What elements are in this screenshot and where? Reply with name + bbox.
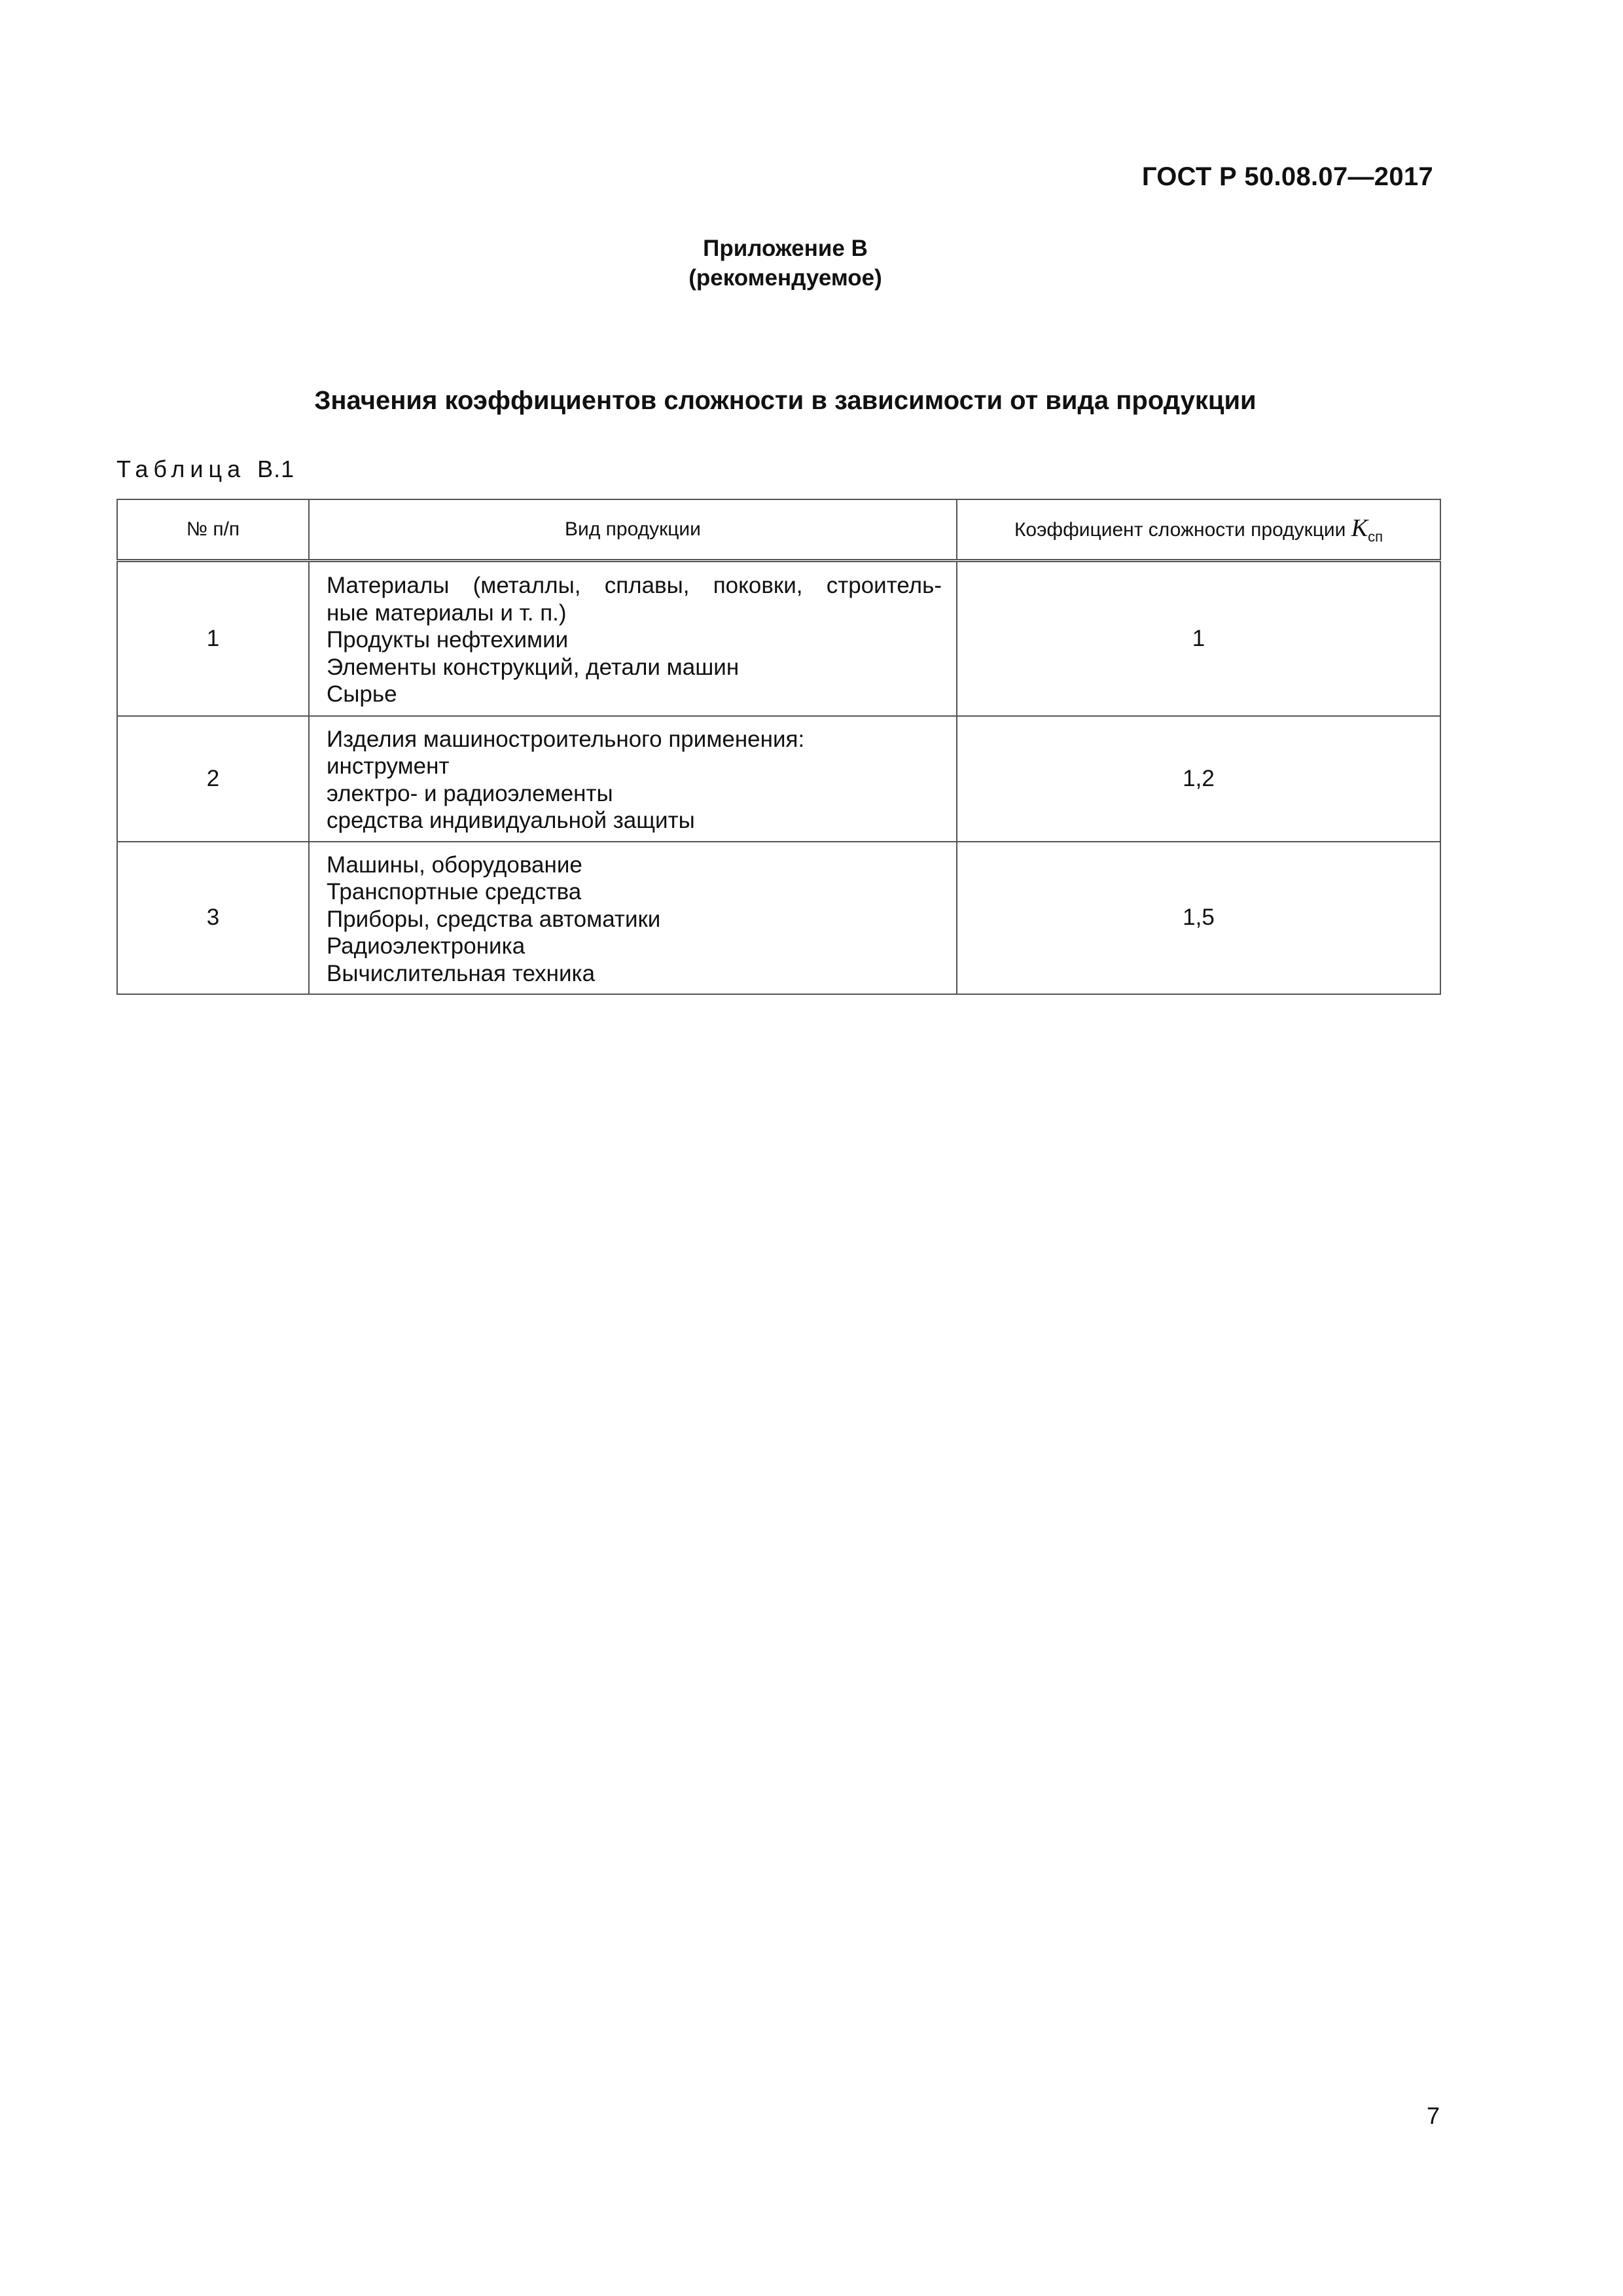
product-line: Элементы конструкций, детали машин: [327, 654, 740, 680]
product-line: Продукты нефтехимии: [327, 627, 569, 653]
row-product-type: [309, 561, 957, 716]
row-coefficient: 1,2: [957, 716, 1440, 842]
row-product-type: [309, 716, 957, 842]
product-line: Сырье: [327, 681, 397, 707]
table-row: [117, 716, 1440, 842]
row-product-type: [309, 842, 957, 995]
row-coefficient: 1,5: [957, 842, 1440, 995]
section-title: Значения коэффициентов сложности в зависимости от вида продукции: [314, 386, 1257, 415]
page-number: 7: [1426, 2102, 1440, 2129]
table-row: [117, 561, 1440, 716]
table-label-number: В.1: [257, 456, 295, 482]
product-line: Машины, оборудование: [327, 852, 582, 878]
table-label: [116, 456, 294, 483]
coefficients-table: [116, 499, 1441, 995]
product-line: Вычислительная техника: [327, 960, 596, 986]
appendix-title: Приложение В: [703, 236, 868, 261]
coefficient-symbol-subscript: сп: [1368, 528, 1383, 545]
product-line: инструмент: [327, 753, 450, 779]
product-line: ные материалы и т. п.): [327, 600, 567, 626]
product-line: Приборы, средства автоматики: [327, 906, 661, 932]
header-coefficient: [957, 499, 1440, 561]
coefficient-symbol-letter: K: [1351, 514, 1368, 542]
appendix-status: (рекомендуемое): [688, 265, 882, 291]
table-row: [117, 842, 1440, 995]
product-line: Радиоэлектроника: [327, 933, 526, 959]
header-product-type: Вид продукции: [309, 499, 957, 561]
product-line: электро- и радиоэлементы: [327, 780, 613, 806]
product-line: Изделия машиностроительного применения:: [327, 726, 805, 752]
product-line: средства индивидуальной защиты: [327, 808, 695, 833]
row-number: 2: [117, 716, 309, 842]
product-line: Материалы (металлы, сплавы, поковки, строитель-: [327, 573, 942, 598]
header-number: № п/п: [117, 499, 309, 561]
table-label-word: Таблица: [116, 456, 246, 482]
coefficient-symbol: [1351, 514, 1383, 545]
row-coefficient: 1: [957, 561, 1440, 716]
row-number: 3: [117, 842, 309, 995]
table-header-row: [117, 499, 1440, 561]
document-code: ГОСТ Р 50.08.07—2017: [1141, 162, 1433, 191]
row-number: 1: [117, 561, 309, 716]
header-coefficient-label: Коэффициент сложности продукции: [1014, 518, 1346, 541]
product-line: Транспортные средства: [327, 879, 582, 905]
